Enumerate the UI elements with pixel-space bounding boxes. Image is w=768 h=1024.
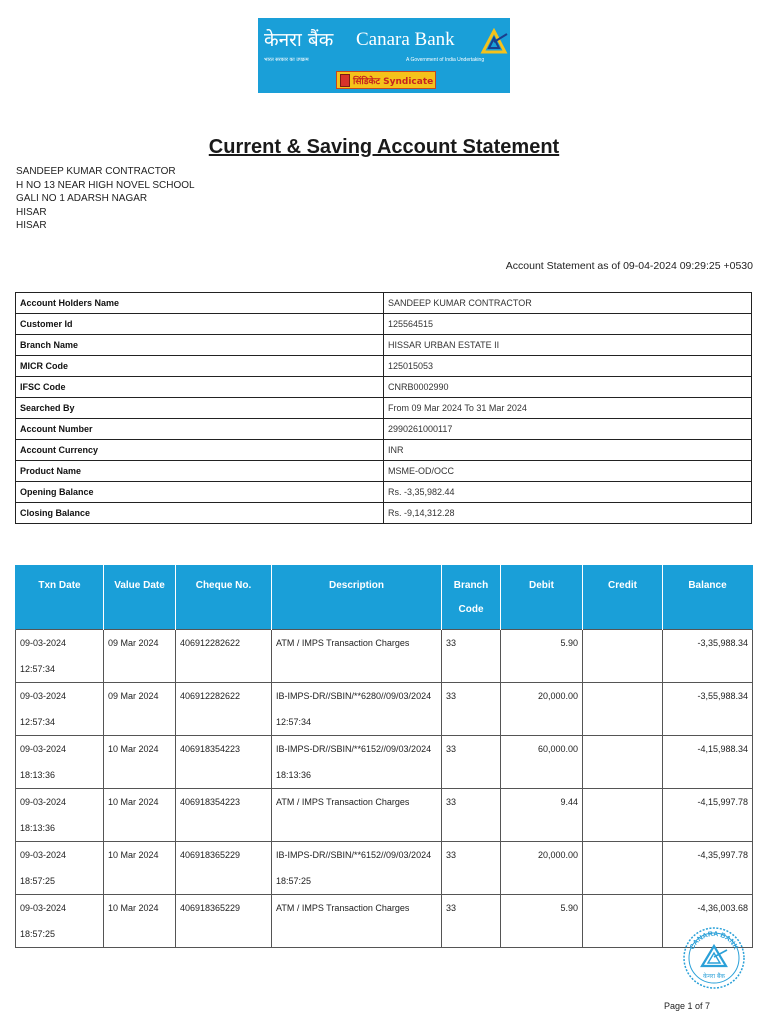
stamp-top-text: CANARA BANK — [688, 930, 740, 951]
description-cell — [272, 630, 442, 683]
credit-cell — [583, 842, 663, 895]
account-info-label: MICR Code — [16, 356, 384, 377]
credit-cell — [583, 789, 663, 842]
balance-cell: -4,15,997.78 — [663, 789, 753, 842]
cheque-no-cell: 406918365229 — [176, 842, 272, 895]
description-line: ATM / IMPS Transaction Charges — [276, 903, 410, 913]
account-info-label: Branch Name — [16, 335, 384, 356]
account-info-value: Rs. -3,35,982.44 — [384, 482, 752, 503]
account-info-row — [16, 503, 752, 524]
transaction-row — [16, 630, 753, 683]
txn-date-cell: 09-03-2024 18:57:25 — [16, 895, 104, 948]
balance-cell: -4,35,997.78 — [663, 842, 753, 895]
transactions-table — [15, 565, 753, 948]
logo-tagline-hindi: भारत सरकार का उपक्रम — [264, 57, 309, 63]
description-line: IB-IMPS-DR//SBIN/**6152//09/03/2024 — [276, 744, 432, 754]
balance-cell: -4,15,988.34 — [663, 736, 753, 789]
account-info-label: Closing Balance — [16, 503, 384, 524]
description-line: 18:57:25 — [276, 876, 312, 886]
page-number: Page 1 of 7 — [663, 1001, 710, 1011]
account-info-value: MSME-OD/OCC — [384, 461, 752, 482]
cheque-no-cell: 406912282622 — [176, 630, 272, 683]
value-date-cell: 10 Mar 2024 — [104, 842, 176, 895]
account-info-row — [16, 314, 752, 335]
branch-code-cell: 33 — [442, 842, 501, 895]
description-line: ATM / IMPS Transaction Charges — [276, 638, 410, 648]
credit-cell — [583, 895, 663, 948]
debit-cell: 20,000.00 — [501, 683, 583, 736]
description-cell — [272, 789, 442, 842]
cheque-no-cell: 406918354223 — [176, 789, 272, 842]
customer-address — [16, 165, 195, 233]
credit-cell — [583, 683, 663, 736]
balance-cell: -4,36,003.68 — [663, 895, 753, 948]
account-info-value: From 09 Mar 2024 To 31 Mar 2024 — [384, 398, 752, 419]
account-info-value: Rs. -9,14,312.28 — [384, 503, 752, 524]
canara-triangle-icon — [480, 28, 508, 56]
branch-code-cell: 33 — [442, 789, 501, 842]
logo-tagline-english: A Government of India Undertaking — [406, 57, 485, 63]
branch-code-cell: 33 — [442, 895, 501, 948]
col-header-cheque-no: Cheque No. — [176, 565, 272, 630]
stamp-bottom-text: केनरा बैंक — [703, 973, 725, 980]
address-line: SANDEEP KUMAR CONTRACTOR — [16, 166, 176, 177]
account-info-row — [16, 419, 752, 440]
statement-title: Current & Saving Account Statement — [208, 136, 560, 158]
description-cell — [272, 895, 442, 948]
debit-cell: 5.90 — [501, 895, 583, 948]
account-info-row — [16, 377, 752, 398]
branch-code-cell: 33 — [442, 630, 501, 683]
address-line: HISAR — [16, 206, 47, 218]
account-info-row — [16, 461, 752, 482]
syndicate-emblem-icon — [340, 74, 350, 87]
account-info-value: INR — [384, 440, 752, 461]
col-header-value-date: Value Date — [104, 565, 176, 630]
account-info-label: IFSC Code — [16, 377, 384, 398]
cheque-no-cell: 406918354223 — [176, 736, 272, 789]
col-header-branch-code-line: Branch — [453, 580, 489, 591]
col-header-description: Description — [272, 565, 442, 630]
account-info-row — [16, 356, 752, 377]
balance-cell: -3,35,988.34 — [663, 630, 753, 683]
account-info-label: Searched By — [16, 398, 384, 419]
account-info-row — [16, 482, 752, 503]
account-info-value: 125564515 — [384, 314, 752, 335]
account-info-table — [15, 292, 752, 524]
credit-cell — [583, 630, 663, 683]
description-cell — [272, 683, 442, 736]
account-info-value: SANDEEP KUMAR CONTRACTOR — [384, 293, 752, 314]
logo-english-name: Canara Bank — [356, 29, 455, 50]
col-header-credit: Credit — [583, 565, 663, 630]
transactions-header-row — [16, 565, 753, 630]
statement-as-of: Account Statement as of 09-04-2024 09:29:25 +0530 — [505, 260, 753, 272]
account-info-value: CNRB0002990 — [384, 377, 752, 398]
account-info-label: Customer Id — [16, 314, 384, 335]
col-header-txn-date: Txn Date — [16, 565, 104, 630]
cheque-no-cell: 406912282622 — [176, 683, 272, 736]
syndicate-text: सिंडिकेट Syndicate — [353, 76, 434, 87]
account-info-label: Opening Balance — [16, 482, 384, 503]
value-date-cell: 10 Mar 2024 — [104, 736, 176, 789]
txn-date-cell: 09-03-2024 18:57:25 — [16, 842, 104, 895]
address-line: GALI NO 1 ADARSH NAGAR — [16, 193, 148, 205]
address-line: H NO 13 NEAR HIGH NOVEL SCHOOL — [16, 179, 195, 191]
description-line: ATM / IMPS Transaction Charges — [276, 797, 410, 807]
transaction-row — [16, 842, 753, 895]
account-info-label: Product Name — [16, 461, 384, 482]
debit-cell: 9.44 — [501, 789, 583, 842]
canara-syndicate-logo — [258, 18, 510, 93]
account-info-value: 2990261000117 — [384, 419, 752, 440]
account-info-row — [16, 293, 752, 314]
debit-cell: 20,000.00 — [501, 842, 583, 895]
account-info-label: Account Holders Name — [16, 293, 384, 314]
description-cell — [272, 842, 442, 895]
branch-code-cell: 33 — [442, 683, 501, 736]
col-header-balance: Balance — [663, 565, 753, 630]
logo-hindi-name: केनरा बैंक — [264, 29, 334, 51]
account-info-row — [16, 440, 752, 461]
col-header-branch-code — [442, 565, 501, 630]
value-date-cell: 10 Mar 2024 — [104, 895, 176, 948]
account-info-value: 125015053 — [384, 356, 752, 377]
branch-code-cell: 33 — [442, 736, 501, 789]
address-line: HISAR — [16, 220, 47, 232]
col-header-branch-code-line: Code — [458, 604, 484, 615]
canara-bank-seal-icon — [682, 926, 746, 990]
account-info-label: Account Currency — [16, 440, 384, 461]
debit-cell: 5.90 — [501, 630, 583, 683]
account-info-value: HISSAR URBAN ESTATE II — [384, 335, 752, 356]
balance-cell: -3,55,988.34 — [663, 683, 753, 736]
account-info-row — [16, 335, 752, 356]
transaction-row — [16, 736, 753, 789]
value-date-cell: 09 Mar 2024 — [104, 683, 176, 736]
txn-date-cell: 09-03-2024 18:13:36 — [16, 789, 104, 842]
transaction-row — [16, 789, 753, 842]
description-line: IB-IMPS-DR//SBIN/**6152//09/03/2024 — [276, 850, 432, 860]
debit-cell: 60,000.00 — [501, 736, 583, 789]
description-line: 12:57:34 — [276, 717, 312, 727]
txn-date-cell: 09-03-2024 12:57:34 — [16, 630, 104, 683]
col-header-debit: Debit — [501, 565, 583, 630]
credit-cell — [583, 736, 663, 789]
description-cell — [272, 736, 442, 789]
value-date-cell: 09 Mar 2024 — [104, 630, 176, 683]
account-info-row — [16, 398, 752, 419]
txn-date-cell: 09-03-2024 12:57:34 — [16, 683, 104, 736]
value-date-cell: 10 Mar 2024 — [104, 789, 176, 842]
description-line: IB-IMPS-DR//SBIN/**6280//09/03/2024 — [276, 691, 432, 701]
cheque-no-cell: 406918365229 — [176, 895, 272, 948]
txn-date-cell: 09-03-2024 18:13:36 — [16, 736, 104, 789]
description-line: 18:13:36 — [276, 770, 312, 780]
transaction-row — [16, 683, 753, 736]
syndicate-logo — [336, 71, 436, 89]
account-info-label: Account Number — [16, 419, 384, 440]
transaction-row — [16, 895, 753, 948]
